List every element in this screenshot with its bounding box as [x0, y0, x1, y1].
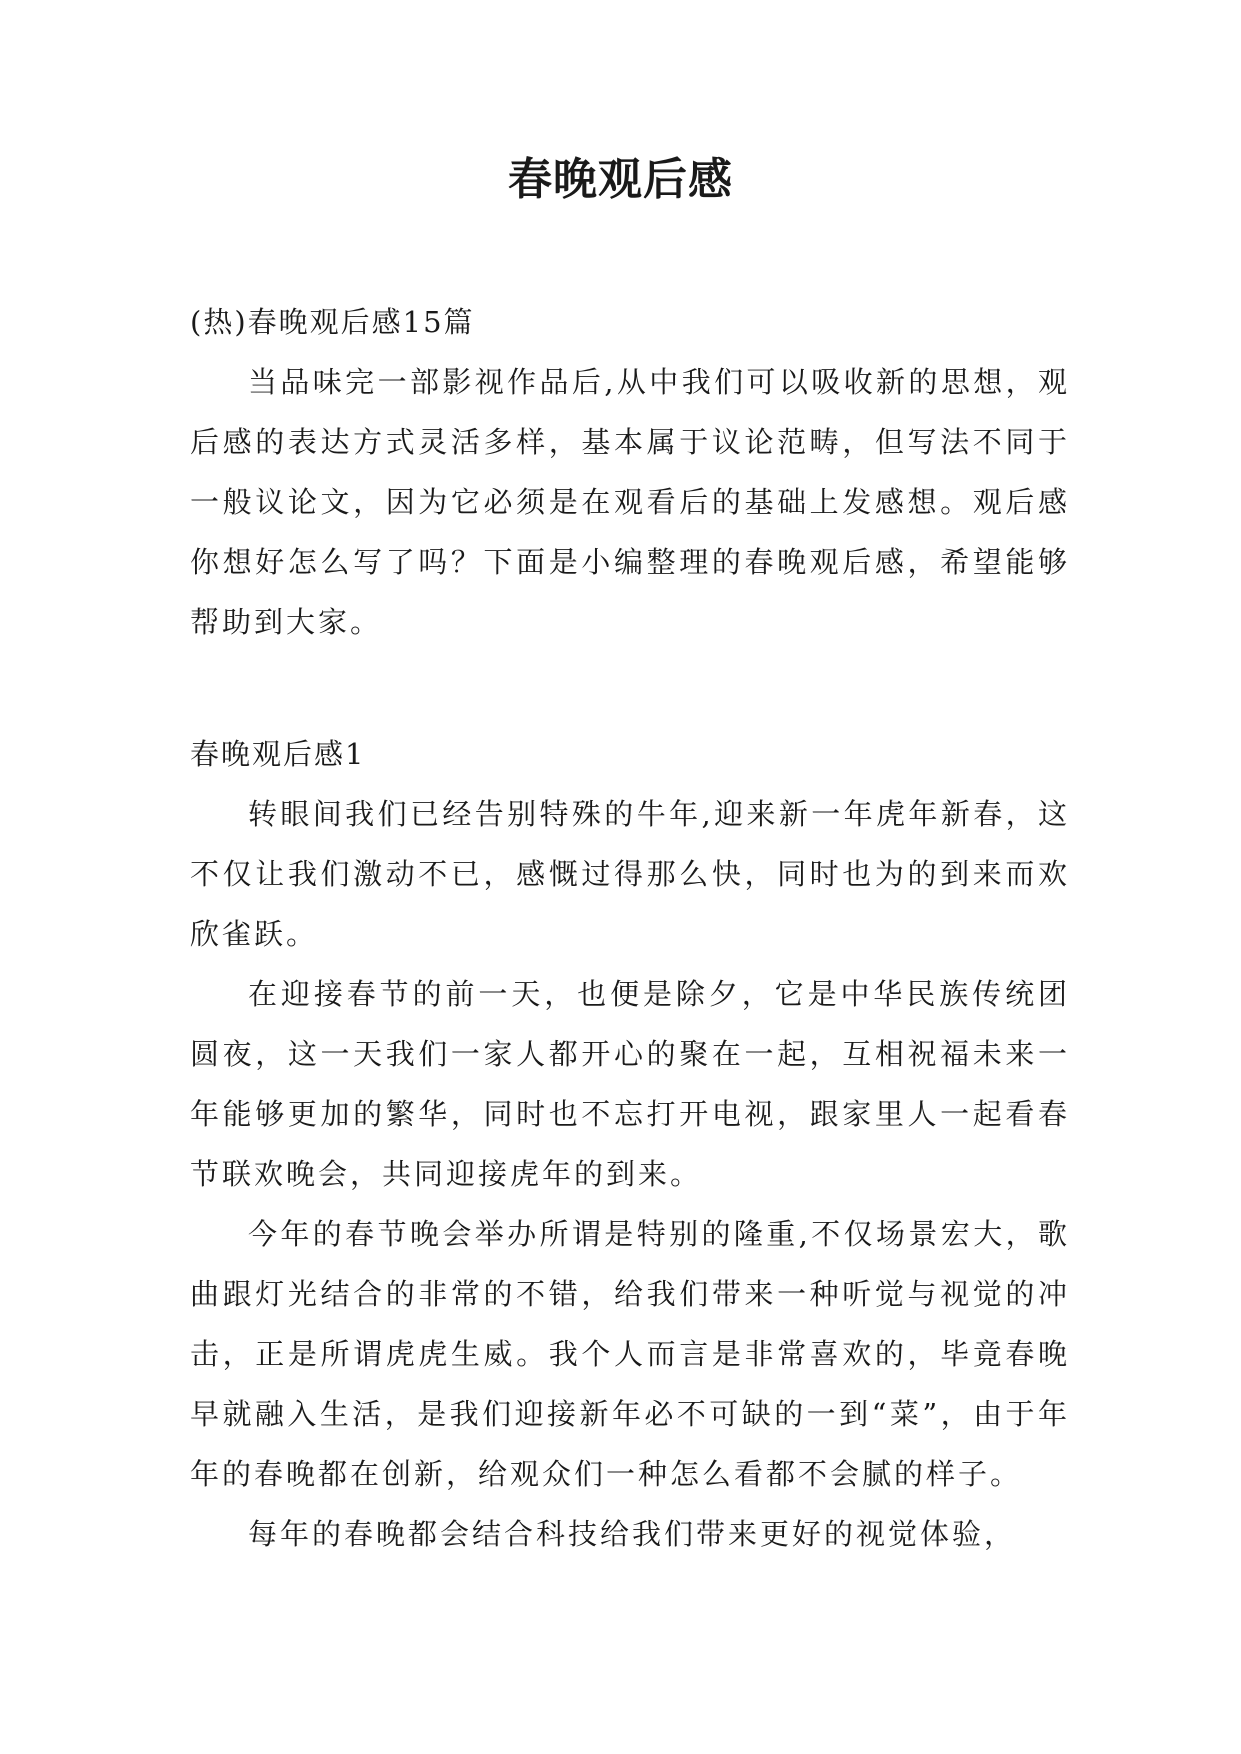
intro-paragraph: 当品味完一部影视作品后,从中我们可以吸收新的思想，观后感的表达方式灵活多样，基本属于议论范畴，但写法不同于一般议论文，因为它必须是在观看后的基础上发感想。观后感你想好怎么写了吗？下面是小编整理的春晚观后感，希望能够帮助到大家。 — [190, 365, 1070, 639]
section-heading: 春晚观后感1 — [190, 737, 366, 771]
body-paragraph: 转眼间我们已经告别特殊的牛年,迎来新一年虎年新春，这不仅让我们激动不已，感慨过得那么快，同时也为的到来而欢欣雀跃。 — [190, 797, 1070, 951]
intro-heading: (热)春晚观后感15篇 — [190, 305, 475, 339]
body-paragraph: 每年的春晚都会结合科技给我们带来更好的视觉体验， — [248, 1517, 1017, 1551]
section-spacer — [190, 652, 1070, 724]
body-paragraph: 今年的春节晚会举办所谓是特别的隆重,不仅场景宏大，歌曲跟灯光结合的非常的不错，给我们带来一种听觉与视觉的冲击，正是所谓虎虎生威。我个人而言是非常喜欢的，毕竟春晚早就融入生活，是我们迎接新年必不可缺的一到“菜”，由于年年的春晚都在创新，给观众们一种怎么看都不会腻的样子。 — [190, 1217, 1070, 1491]
body-paragraph: 在迎接春节的前一天，也便是除夕，它是中华民族传统团圆夜，这一天我们一家人都开心的聚在一起，互相祝福未来一年能够更加的繁华，同时也不忘打开电视，跟家里人一起看春节联欢晚会，共同迎接虎年的到来。 — [190, 977, 1070, 1191]
document-title: 春晚观后感 — [508, 154, 733, 205]
document-body — [190, 292, 1070, 1564]
